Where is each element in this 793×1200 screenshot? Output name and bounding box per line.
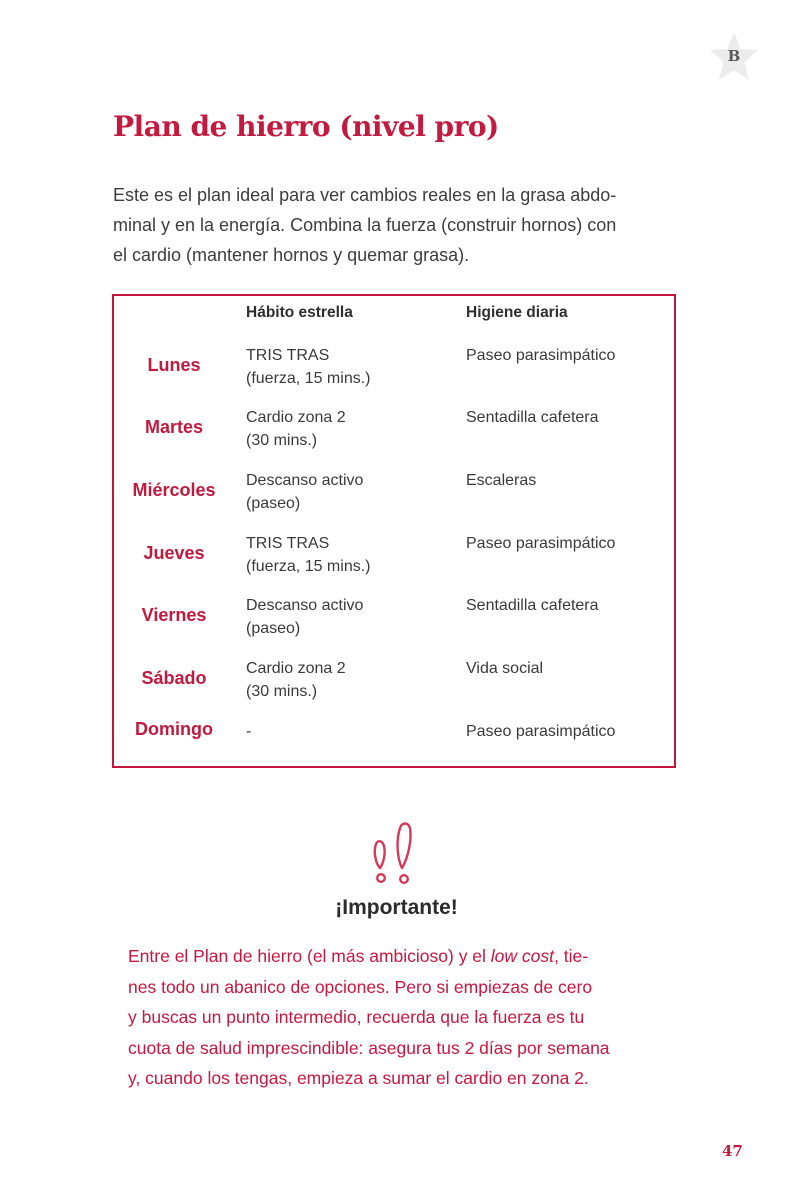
- hygiene-cell: Sentadilla cafetera: [466, 597, 599, 614]
- day-label: Miércoles: [132, 480, 216, 500]
- habit-cell: TRIS TRAS (fuerza, 15 mins.): [246, 347, 371, 387]
- table-row: [114, 344, 674, 394]
- weekly-plan-table: [112, 294, 676, 768]
- table-row: [114, 720, 674, 770]
- habit-cell: Descanso activo (paseo): [246, 597, 364, 637]
- important-note: Entre el Plan de hierro (el más ambicioso) y el low cost, tie- nes todo un abanico de opciones. Pero si empiezas de cero y buscas un punto intermedio, recuerda que la fuerza es tu cuota de salud imprescindible: asegura tus 2 días por semana y, cuando los tengas, empieza a sumar el cardio en zona 2.: [128, 946, 610, 1088]
- low-cost-emphasis: low cost: [490, 946, 555, 966]
- page-number: 47: [722, 1142, 743, 1160]
- hygiene-cell: Sentadilla cafetera: [466, 409, 599, 426]
- hygiene-cell: Paseo parasimpático: [466, 347, 616, 364]
- hygiene-cell: Vida social: [466, 660, 544, 677]
- table-row: [114, 657, 674, 707]
- intro-line: Este es el plan ideal para ver cambios reales en la grasa abdo-: [113, 185, 617, 205]
- header-hygiene: Higiene diaria: [466, 304, 568, 321]
- habit-cell: -: [246, 723, 252, 740]
- table-row: [114, 406, 674, 456]
- hygiene-cell: Paseo parasimpático: [466, 535, 616, 552]
- intro-line: el cardio (mantener hornos y quemar grasa).: [113, 245, 470, 265]
- day-label: Domingo: [135, 719, 213, 739]
- important-heading: ¡Importante!: [335, 896, 458, 919]
- chapter-letter: B: [727, 47, 741, 65]
- page-title: Plan de hierro (nivel pro): [113, 110, 499, 143]
- day-label: Sábado: [141, 668, 207, 688]
- chapter-badge: [706, 30, 762, 84]
- day-label: Viernes: [141, 605, 207, 625]
- day-label: Martes: [144, 417, 204, 437]
- day-label: Lunes: [147, 355, 201, 375]
- hygiene-cell: Escaleras: [466, 472, 537, 489]
- intro-paragraph: [113, 180, 683, 270]
- table-row: [114, 532, 674, 582]
- day-label: Jueves: [143, 543, 205, 563]
- habit-cell: Cardio zona 2 (30 mins.): [246, 409, 346, 449]
- double-exclamation-icon: [364, 820, 424, 888]
- header-habit: Hábito estrella: [246, 304, 353, 321]
- hygiene-cell: Paseo parasimpático: [466, 723, 616, 740]
- habit-cell: Cardio zona 2 (30 mins.): [246, 660, 346, 700]
- table-row: [114, 469, 674, 519]
- habit-cell: Descanso activo (paseo): [246, 472, 364, 512]
- intro-line: minal y en la energía. Combina la fuerza (construir hornos) con: [113, 215, 617, 235]
- table-row: [114, 594, 674, 644]
- habit-cell: TRIS TRAS (fuerza, 15 mins.): [246, 535, 371, 575]
